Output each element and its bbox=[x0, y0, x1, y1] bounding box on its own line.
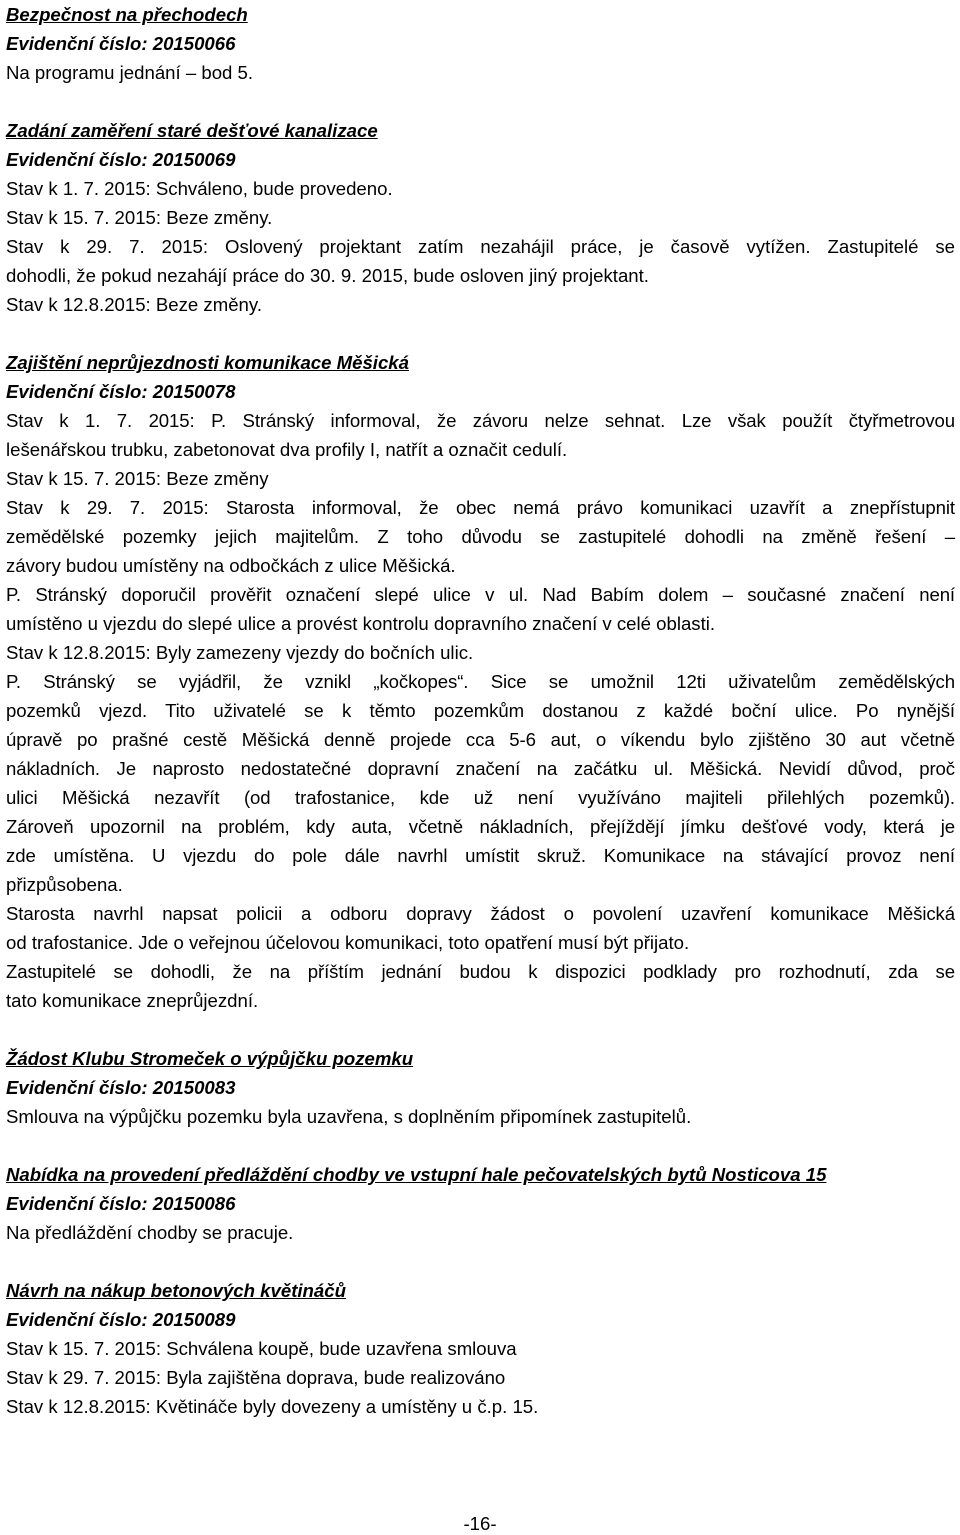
paragraph-line: Stav k 15. 7. 2015: Beze změny. bbox=[6, 207, 273, 228]
paragraph-line: dohodli, že pokud nezahájí práce do 30. 9. 2015, bude osloven jiný projektant. bbox=[6, 265, 649, 286]
paragraph-line: od trafostanice. Jde o veřejnou účelovou komunikaci, toto opatření musí být přijato. bbox=[6, 932, 690, 953]
paragraph-line: Stav k 1. 7. 2015: P. Stránský informoval, že závoru nelze sehnat. Lze však použít čtyřmetrovou bbox=[6, 410, 955, 431]
paragraph-line: Stav k 12.8.2015: Beze změny. bbox=[6, 294, 262, 315]
paragraph-line: Stav k 12.8.2015: Byly zamezeny vjezdy do bočních ulic. bbox=[6, 642, 474, 663]
paragraph-line: P. Stránský se vyjádřil, že vznikl „kočkopes“. Sice se umožnil 12ti uživatelům zemědělských bbox=[6, 671, 955, 692]
paragraph-line: zde umístěna. U vjezdu do pole dále navrhl umístit skruž. Komunikace na stávající provoz není bbox=[6, 845, 955, 866]
evidence-number: Evidenční číslo: 20150089 bbox=[6, 1309, 236, 1330]
paragraph-line: Stav k 12.8.2015: Květináče byly dovezeny a umístěny u č.p. 15. bbox=[6, 1396, 539, 1417]
section-kvetinace bbox=[6, 1276, 955, 1421]
section-title: Návrh na nákup betonových květináčů bbox=[6, 1280, 346, 1301]
paragraph-line: Na programu jednání – bod 5. bbox=[6, 62, 254, 83]
paragraph-line: úpravě po prašné cestě Měšická denně projede cca 5-6 aut, o víkendu bylo zjištěno 30 aut včetně bbox=[6, 729, 955, 750]
paragraph-line: lešenářskou trubku, zabetonovat dva profily I, natřít a označit cedulí. bbox=[6, 439, 568, 460]
paragraph-line: přizpůsobena. bbox=[6, 874, 123, 895]
section-mesicka bbox=[6, 348, 955, 1015]
paragraph-line: Zároveň upozornil na problém, kdy auta, včetně nákladních, přejíždějí jímku dešťové vody, která je bbox=[6, 816, 955, 837]
paragraph-line: zemědělské pozemky jejich majitelům. Z toho důvodu se zastupitelé dohodli na změně řešení – bbox=[6, 526, 955, 547]
section-predlazdeni bbox=[6, 1160, 955, 1247]
paragraph-line: umístěno u vjezdu do slepé ulice a provést kontrolu dopravního značení v celé oblasti. bbox=[6, 613, 716, 634]
section-title: Nabídka na provedení předláždění chodby ve vstupní hale pečovatelských bytů Nosticova 15 bbox=[6, 1164, 827, 1185]
paragraph-line: Stav k 15. 7. 2015: Schválena koupě, bude uzavřena smlouva bbox=[6, 1338, 517, 1359]
paragraph-line: Stav k 29. 7. 2015: Oslovený projektant zatím nezahájil práce, je časově vytížen. Zastupitelé se bbox=[6, 236, 955, 257]
evidence-number: Evidenční číslo: 20150078 bbox=[6, 381, 236, 402]
paragraph-line: Na předláždění chodby se pracuje. bbox=[6, 1222, 294, 1243]
section-title: Zadání zaměření staré dešťové kanalizace bbox=[6, 120, 378, 141]
paragraph-line: tato komunikace zneprůjezdní. bbox=[6, 990, 259, 1011]
paragraph-line: Stav k 1. 7. 2015: Schváleno, bude provedeno. bbox=[6, 178, 393, 199]
evidence-number: Evidenční číslo: 20150083 bbox=[6, 1077, 236, 1098]
paragraph-line: Starosta navrhl napsat policii a odboru dopravy žádost o povolení uzavření komunikace Měšická bbox=[6, 903, 955, 924]
paragraph-line: Stav k 29. 7. 2015: Starosta informoval, že obec nemá právo komunikaci uzavřít a znepřístupnit bbox=[6, 497, 955, 518]
section-title: Žádost Klubu Stromeček o výpůjčku pozemku bbox=[6, 1048, 414, 1069]
paragraph-line: Smlouva na výpůjčku pozemku byla uzavřena, s doplněním připomínek zastupitelů. bbox=[6, 1106, 692, 1127]
paragraph-line: nákladních. Je naprosto nedostatečné dopravní značení na začátku ul. Měšická. Nevidí důvod, proč bbox=[6, 758, 955, 779]
paragraph-line: ulici Měšická nezavřít (od trafostanice, kde už není využíváno majiteli přilehlých pozemků). bbox=[6, 787, 955, 808]
section-title: Zajištění neprůjezdnosti komunikace Měšická bbox=[6, 352, 409, 373]
section-kanalizace bbox=[6, 116, 955, 319]
evidence-number: Evidenční číslo: 20150069 bbox=[6, 149, 236, 170]
paragraph-line: Stav k 15. 7. 2015: Beze změny bbox=[6, 468, 269, 489]
evidence-number: Evidenční číslo: 20150086 bbox=[6, 1193, 236, 1214]
paragraph-line: pozemků vjezd. Tito uživatelé se k těmto pozemkům dostanou z každé boční ulice. Po nynější bbox=[6, 700, 955, 721]
paragraph-line: závory budou umístěny na odbočkách z ulice Měšická. bbox=[6, 555, 456, 576]
section-stromecek bbox=[6, 1044, 955, 1131]
paragraph-line: P. Stránský doporučil prověřit označení slepé ulice v ul. Nad Babím dolem – současné značení není bbox=[6, 584, 955, 605]
document-page bbox=[6, 0, 955, 1421]
evidence-number: Evidenční číslo: 20150066 bbox=[6, 33, 236, 54]
section-title: Bezpečnost na přechodech bbox=[6, 4, 248, 25]
section-bezpecnost bbox=[6, 0, 955, 87]
paragraph-line: Stav k 29. 7. 2015: Byla zajištěna doprava, bude realizováno bbox=[6, 1367, 506, 1388]
page-number: -16- bbox=[463, 1513, 497, 1534]
paragraph-line: Zastupitelé se dohodli, že na příštím jednání budou k dispozici podklady pro rozhodnutí, zda se bbox=[6, 961, 955, 982]
